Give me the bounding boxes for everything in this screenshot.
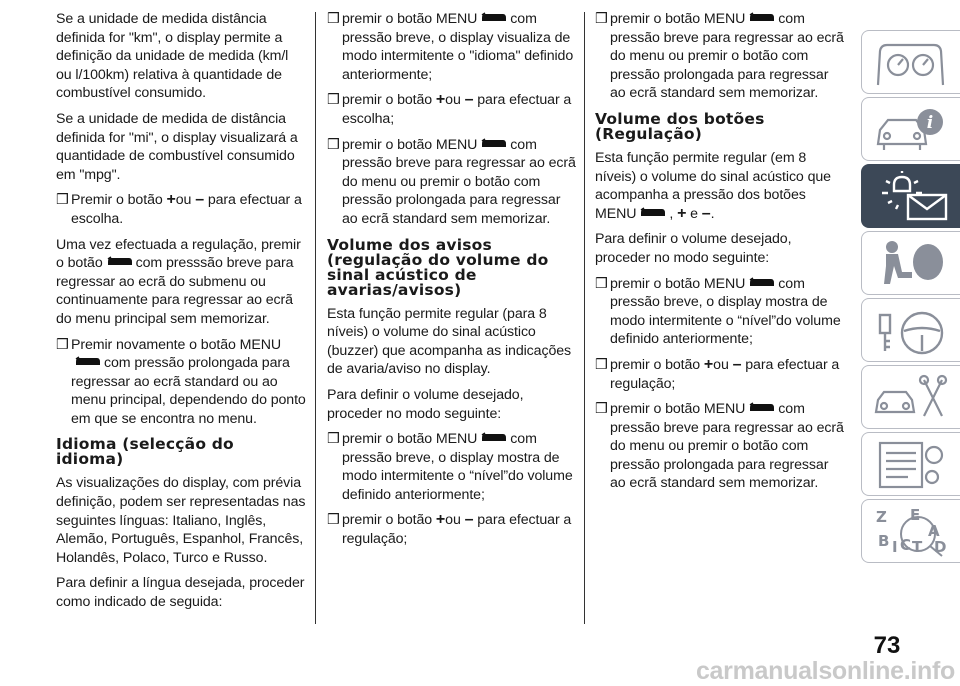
index-letter: D [934,538,947,556]
tab-index[interactable] [861,499,960,563]
plus-symbol: + [166,191,176,209]
tab-technical-data[interactable] [861,432,960,496]
paragraph-button-volume: Esta função permite regular (em 8 níveis) o volume do sinal acústico que acompanha a pressão dos botões MENU , + e –. [595,149,831,222]
heading-volume-avisos: Volume dos avisos (regulação do volume do sinal acústico de avarias/avisos) [327,235,549,299]
minus-symbol: – [732,355,742,373]
minus-symbol: – [701,204,711,222]
column-divider-right [584,12,585,624]
minus-symbol: – [464,511,474,529]
minus-symbol: – [195,191,204,209]
paragraph-define-language: Para definir a língua desejada, proceder como indicado de seguida: [56,575,305,611]
tab-emergency[interactable] [861,365,960,429]
menu-button-icon [481,138,507,148]
checkbox-bullet: ❒ [327,92,340,109]
list-item-press-menu-short: ❒ premir o botão MENU com pressão breve, o display visualiza de modo intermitente o "idioma" definido anteriormente; [327,11,574,83]
column-2 [327,10,577,556]
checkbox-bullet: ❒ [327,11,340,27]
menu-button-icon [481,432,507,442]
column-divider-left [315,12,316,624]
minus-symbol: – [464,91,474,109]
checkbox-bullet: ❒ [595,356,608,373]
index-letter: T [912,538,923,556]
menu-button-icon [749,402,775,412]
tab-safety[interactable] [861,231,960,295]
checkbox-bullet: ❒ [595,401,608,418]
heading-idioma: Idioma (selecção do idioma) [56,435,234,469]
menu-button-icon [640,207,666,217]
tab-dashboard[interactable] [861,30,960,94]
section-tabs-sidebar [861,30,960,566]
menu-button-icon [75,356,101,366]
plus-symbol: + [703,355,714,373]
column-1 [56,10,306,619]
car-info-icon [872,104,952,156]
alphabetical-index-icon [872,506,952,558]
list-item-press-menu-level: ❒ premir o botão MENU com pressão breve, o display mostra de modo intermitente o “nível”do volume definido anteriormente; [327,431,573,503]
checkbox-bullet: ❒ [56,192,69,209]
index-letter: I [892,538,898,556]
paragraph-languages: As visualizações do display, com prévia definição, podem ser representadas nas seguintes línguas: Italiano, Inglês, Alemão, Português, Espanhol, Francês, Holandês, Polaco, Turco e Russo. [56,475,306,566]
list-item-press-menu-again: ❒ Premir novamente o botão MENU com pressão prolongada para regressar ao ecrã standard ou ao menu principal, dependendo do ponto em que se encontra no menu. [56,336,306,427]
column-3 [595,10,845,500]
index-letter: B [878,532,890,550]
paragraph-define-volume: Para definir o volume desejado, proceder no modo seguinte: [327,386,524,422]
paragraph-mi-unit: Se a unidade de medida de distância definida for "mi", o display visualizará a quantidade de combustível consumido em "mpg". [56,110,298,183]
heading-volume-botoes: Volume dos botões (Regulação) [595,109,765,143]
steering-wheel-key-icon [872,305,952,357]
checkbox-bullet: ❒ [56,336,69,353]
watermark: carmanualsonline.info [695,657,955,685]
list-item-press-plus-minus: ❒ premir o botão +ou – para efectuar a escolha; [327,91,572,127]
checkbox-bullet: ❒ [327,512,340,529]
menu-button-icon [749,277,775,287]
plus-symbol: + [435,91,446,109]
index-letter: E [910,506,921,524]
checkbox-bullet: ❒ [595,11,608,27]
paragraph-buzzer: Esta função permite regular (para 8 níveis) o volume do sinal acústico (buzzer) que acompanha as indicações de avaria/aviso no display. [327,305,572,378]
list-item-press-menu-return: ❒ premir o botão MENU com pressão breve para regressar ao ecrã do menu ou premir o botão com pressão prolongada para regressar ao ecrã standard sem memorizar. [327,136,576,227]
plus-symbol: + [435,511,446,529]
checkbox-bullet: ❒ [327,431,340,448]
warning-light-message-icon [872,171,952,223]
plus-symbol: + [677,204,687,222]
menu-button-icon [749,12,775,22]
checkbox-bullet: ❒ [327,136,340,153]
list-item-press-plus-minus: ❒ Premir o botão +ou – para efectuar a escolha. [56,191,302,227]
list-item-press-menu-return-2: ❒ premir o botão MENU com pressão breve para regressar ao ecrã do menu ou premir o botão com pressão prolongada para regressar ao ecrã standard sem memorizar. [595,401,844,492]
index-letter: A [928,522,940,540]
car-dashboard-icon [872,37,952,89]
index-letter: Z [876,508,887,526]
tab-car-info[interactable] [861,97,960,161]
airbag-seat-icon [872,238,952,290]
car-tools-icon [872,372,952,424]
list-item-press-menu-return: ❒ premir o botão MENU com pressão breve para regressar ao ecrã do menu ou premir o botão com pressão prolongada para regressar ao ecrã standard sem memorizar. [595,11,844,102]
svg-text:i: i [926,113,934,133]
technical-data-list-icon [872,439,952,491]
paragraph-define-volume: Para definir o volume desejado, proceder no modo seguinte: [595,231,792,266]
paragraph-after-setting: Uma vez efectuada a regulação, premir o botão com presssão breve para regressar ao ecrã do submenu ou continuamente para regressar ao ecrã do menu principal sem memorizar. [56,236,301,327]
checkbox-bullet: ❒ [595,275,608,292]
index-letter: C [900,536,912,554]
menu-button-icon [107,256,133,266]
list-item-press-plus-minus-regulation: ❒ premir o botão +ou – para efectuar a regulação; [595,355,840,392]
tab-warning-lights[interactable] [861,164,960,228]
paragraph-km-unit: Se a unidade de medida distância definida for "km", o display permite a definição da unidade de medida (km/l ou l/100km) relativa à quantidade de combustível consumido. [56,11,289,102]
tab-starting-driving[interactable] [861,298,960,362]
list-item-press-menu-level: ❒ premir o botão MENU com pressão breve, o display mostra de modo intermitente o “nível”do volume definido anteriormente; [595,275,841,348]
page-number: 73 [873,632,901,659]
menu-button-icon [481,12,507,22]
list-item-press-plus-minus-regulation: ❒ premir o botão +ou – para efectuar a regulação; [327,511,572,548]
